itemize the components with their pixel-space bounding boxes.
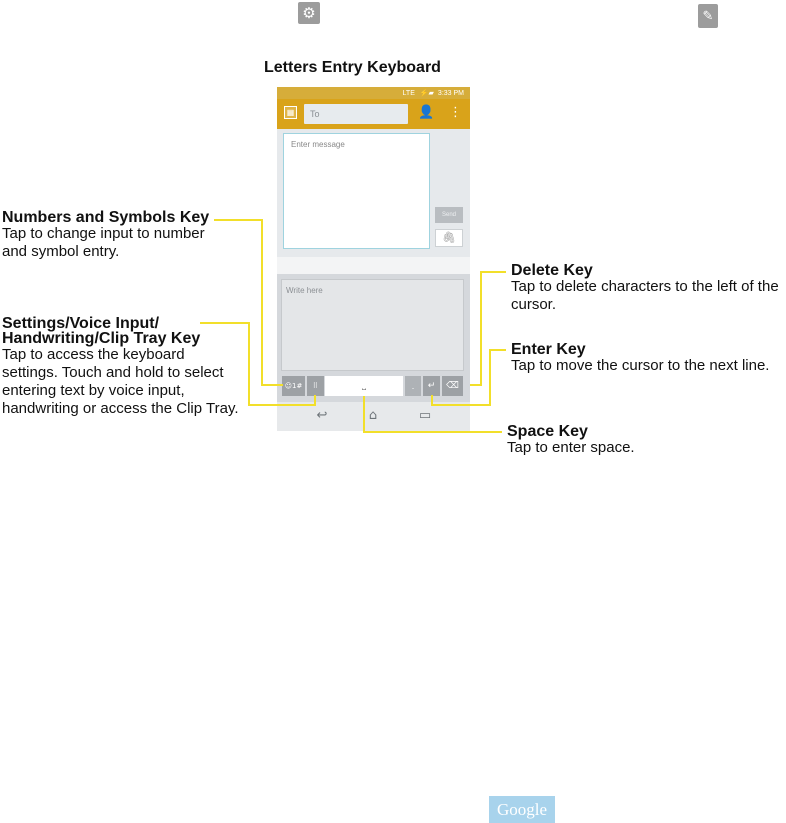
period-key[interactable]: . bbox=[405, 376, 421, 396]
navigation-bar bbox=[277, 402, 470, 431]
back-icon[interactable]: ↩ bbox=[316, 408, 328, 423]
signal-icon: ⚡ ▰ bbox=[419, 90, 433, 97]
app-bar bbox=[277, 99, 470, 129]
figure-title: Letters Entry Keyboard bbox=[264, 59, 441, 76]
callout-numbers-symbols bbox=[2, 210, 222, 261]
home-icon[interactable]: ⌂ bbox=[368, 408, 378, 423]
status-bar bbox=[277, 87, 470, 99]
recent-apps-icon[interactable]: ▭ bbox=[418, 408, 432, 423]
callout-title: Settings/Voice Input/ Handwriting/Clip Tray Key bbox=[2, 315, 201, 347]
callout-title: Space Key bbox=[507, 423, 588, 440]
callout-desc: Tap to delete characters to the left of the cursor. bbox=[511, 278, 779, 313]
recipient-field[interactable]: To bbox=[304, 104, 408, 124]
callout-title: Numbers and Symbols Key bbox=[2, 209, 210, 226]
network-label: LTE bbox=[402, 89, 415, 97]
callout-title: Delete Key bbox=[511, 262, 593, 279]
message-app-icon[interactable]: ▦ bbox=[284, 106, 297, 119]
callout-title: Enter Key bbox=[511, 341, 586, 358]
handwriting-keyboard bbox=[277, 274, 470, 402]
callout-desc: Tap to change input to number and symbol entry. bbox=[2, 225, 205, 260]
contact-icon[interactable]: 👤 bbox=[418, 105, 435, 120]
more-options-icon[interactable]: ⋮ bbox=[449, 105, 462, 120]
google-logo: Google bbox=[489, 796, 555, 823]
phone-screenshot bbox=[277, 87, 470, 431]
message-area bbox=[277, 129, 470, 257]
settings-key[interactable]: ⠿ bbox=[307, 376, 324, 396]
divider-strip bbox=[277, 257, 470, 274]
send-button[interactable]: Send bbox=[435, 207, 463, 223]
callout-desc: Tap to move the cursor to the next line. bbox=[511, 357, 770, 374]
handwriting-pad[interactable]: Write here bbox=[281, 279, 464, 371]
callout-line-delete bbox=[470, 272, 506, 385]
callout-settings bbox=[2, 316, 242, 418]
callout-enter bbox=[511, 342, 781, 375]
numbers-symbols-key[interactable]: ☺1# bbox=[282, 376, 305, 396]
enter-key[interactable]: ↵ bbox=[423, 376, 440, 396]
more-dots: ··· bbox=[315, 0, 319, 6]
pencil-icon: ✎ bbox=[698, 4, 718, 28]
status-time: 3:33 PM bbox=[437, 89, 464, 97]
attach-icon[interactable]: 🖇 bbox=[435, 229, 463, 247]
space-key[interactable]: ⎵ bbox=[325, 376, 403, 396]
callout-space bbox=[507, 424, 767, 457]
callout-desc: Tap to enter space. bbox=[507, 439, 635, 456]
callout-delete bbox=[511, 263, 781, 314]
callout-desc: Tap to access the keyboard settings. Touch and hold to select entering text by voice input, handwriting or access the Clip Tray. bbox=[2, 346, 239, 417]
message-input[interactable]: Enter message bbox=[283, 133, 430, 249]
settings-icon: ⚙ ··· bbox=[298, 2, 320, 24]
delete-key[interactable]: ⌫ bbox=[442, 376, 463, 396]
